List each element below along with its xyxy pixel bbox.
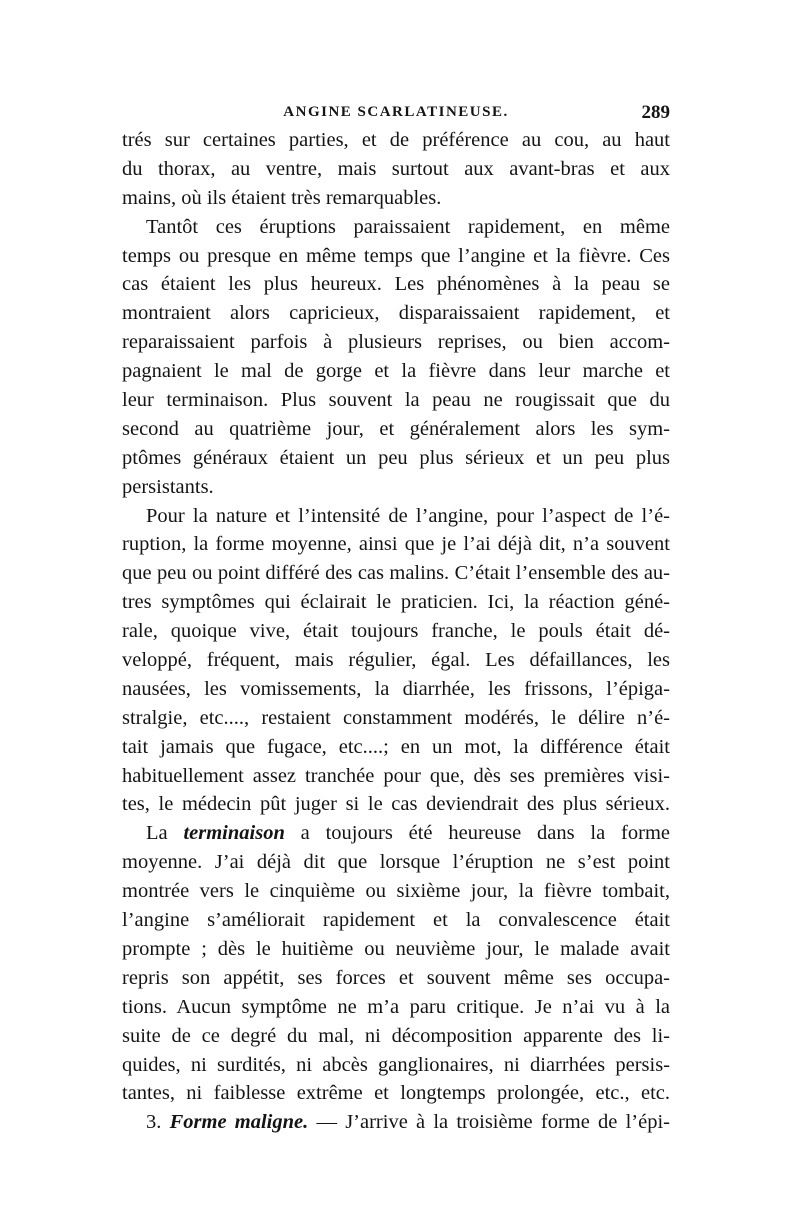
text-line: prompte ; dès le huitième ou neuvième jour, le malade avait [122,937,670,960]
text-line: leur terminaison. Plus souvent la peau ne rougissait que du [122,389,670,412]
paragraph-start-line: Tantôt ces éruptions paraissaient rapidement, en même [146,215,670,238]
text-line: montrée vers le cinquième ou sixième jour, la fièvre tombait, [122,880,670,903]
text-line: tes, le médecin pût juger si le cas deviendrait des plus sérieux. [122,793,670,816]
running-title: ANGINE SCARLATINEUSE. [283,104,509,120]
paragraph-start-line [122,819,670,848]
text-line: second au quatrième jour, et généralement alors les sym- [122,417,670,440]
text-segment: — J’arrive à la troisième forme de l’épi- [308,1111,671,1134]
text-line: moyenne. J’ai déjà dit que lorsque l’éruption ne s’est point [122,851,670,874]
text-line: tions. Aucun symptôme ne m’a paru critique. Je n’ai vu à la [122,995,670,1018]
emphasis-term: terminaison [183,822,285,845]
text-line: stralgie, etc...., restaient constamment modérés, le délire n’é- [122,706,670,729]
text-line: reparaissaient parfois à plusieurs reprises, ou bien accom- [122,331,670,354]
text-segment: a toujours été heureuse dans la forme [284,822,670,845]
text-line: du thorax, au ventre, mais surtout aux avant-bras et aux [122,157,670,180]
text-line: veloppé, fréquent, mais régulier, égal. Les défaillances, les [122,649,670,672]
paragraph-start-line: Pour la nature et l’intensité de l’angine, pour l’aspect de l’é- [146,504,670,527]
section-heading-line [122,1108,670,1137]
section-number: 3. [146,1111,170,1134]
text-line: pagnaient le mal de gorge et la fièvre dans leur marche et [122,360,670,383]
section-heading: Forme maligne. [169,1111,309,1134]
text-line: persistants. [122,475,214,498]
text-line: habituellement assez tranchée pour que, dès ses premières visi- [122,764,670,787]
text-line: mains, où ils étaient très remarquables. [122,186,442,209]
text-line: ptômes généraux étaient un peu plus sérieux et un peu plus [122,446,670,469]
text-line: nausées, les vomissements, la diarrhée, les frissons, l’épiga- [122,677,670,700]
text-line: que peu ou point différé des cas malins. C’était l’ensemble des au- [122,562,670,585]
page-number: 289 [641,102,670,123]
text-segment: La [146,822,184,845]
text-line: tres symptômes qui éclairait le praticien. Ici, la réaction géné- [122,591,670,614]
text-line: repris son appétit, ses forces et souvent même ses occupa- [122,966,670,989]
text-line: l’angine s’améliorait rapidement et la convalescence était [122,909,670,932]
body-text [122,126,670,1137]
text-line: montraient alors capricieux, disparaissaient rapidement, et [122,302,670,325]
text-line: quides, ni surdités, ni abcès ganglionaires, ni diarrhées persis- [122,1053,670,1076]
text-line: trés sur certaines parties, et de préférence au cou, au haut [122,129,670,151]
text-line: tantes, ni faiblesse extrême et longtemps prolongée, etc., etc. [122,1082,670,1105]
text-line: ruption, la forme moyenne, ainsi que je l’ai déjà dit, n’a souvent [122,533,670,556]
text-line: cas étaient les plus heureux. Les phénomènes à la peau se [122,273,670,296]
text-line: suite de ce degré du mal, ni décomposition apparente des li- [122,1024,670,1047]
text-line: temps ou presque en même temps que l’angine et la fièvre. Ces [122,244,670,267]
text-line: tait jamais que fugace, etc....; en un mot, la différence était [122,735,670,758]
text-line: rale, quoique vive, était toujours franche, le pouls était dé- [122,620,670,643]
